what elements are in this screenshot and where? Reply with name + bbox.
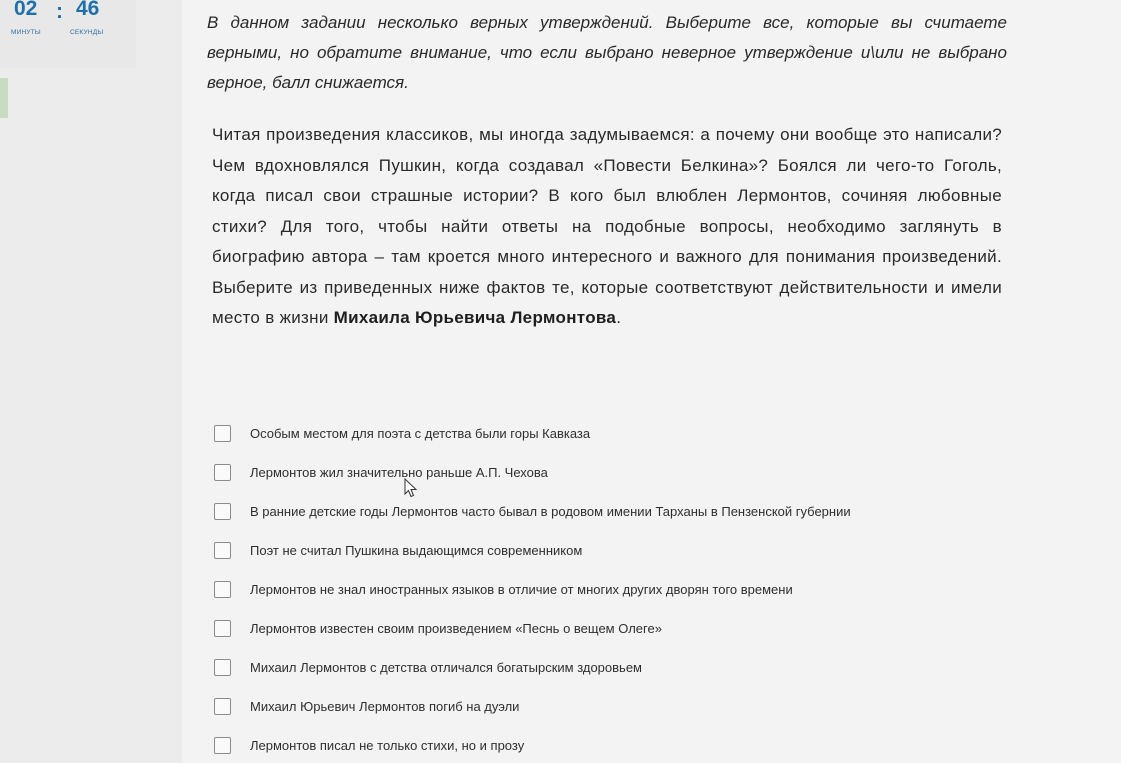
question-body: Читая произведения классиков, мы иногда задумываемся: а почему они вообще это написали? Чем вдохновлялся Пушкин, когда создавал «Повести Белкина»? Боялся ли чего-то Гоголь, когда писал свои страшные истории? В кого был влюблен Лермонтов, сочиняя любовные стихи? Для того, чтобы найти ответы на подобные вопросы, необходимо заглянуть в биографию автора – там кроется много интересного и важного для понимания произведений. Выберите из приведенных ниже фактов те, которые соответствуют действительности и имели место в жизни: [212, 125, 1002, 327]
answer-checkbox[interactable]: [214, 464, 231, 481]
task-instruction: В данном задании несколько верных утверждений. Выберите все, которые вы считаете верными, но обратите внимание, что если выбрано неверное утверждение и\или не выбрано верное, балл снижается.: [207, 13, 1007, 92]
answer-label[interactable]: Михаил Лермонтов с детства отличался богатырским здоровьем: [250, 660, 642, 675]
answer-option[interactable]: [214, 414, 994, 453]
answer-checkbox[interactable]: [214, 659, 231, 676]
sidebar: [0, 0, 182, 763]
answer-checkbox[interactable]: [214, 503, 231, 520]
answer-checkbox[interactable]: [214, 620, 231, 637]
answer-option[interactable]: [214, 648, 994, 687]
answer-label[interactable]: Михаил Юрьевич Лермонтов погиб на дуэли: [250, 699, 520, 714]
answer-checkbox[interactable]: [214, 542, 231, 559]
answer-label[interactable]: Лермонтов писал не только стихи, но и прозу: [250, 738, 525, 753]
answer-checkbox[interactable]: [214, 581, 231, 598]
question-tail: .: [616, 308, 622, 327]
answer-option[interactable]: [214, 492, 994, 531]
answer-label[interactable]: В ранние детские годы Лермонтов часто бывал в родовом имении Тарханы в Пензенской губернии: [250, 504, 851, 519]
timer-minutes: 02: [14, 0, 38, 20]
answer-options: [214, 414, 994, 763]
answer-checkbox[interactable]: [214, 737, 231, 754]
answer-label[interactable]: Лермонтов известен своим произведением «Песнь о вещем Олеге»: [250, 621, 662, 636]
question-text: [212, 120, 1002, 334]
answer-option[interactable]: [214, 687, 994, 726]
answer-label[interactable]: Лермонтов не знал иностранных языков в отличие от многих других дворян того времени: [250, 582, 793, 597]
timer-minutes-label: МИНУТЫ: [11, 29, 41, 36]
question-panel: [182, 0, 1121, 763]
timer-seconds-label: СЕКУНДЫ: [70, 29, 104, 36]
answer-option[interactable]: [214, 453, 994, 492]
answer-label[interactable]: Поэт не считал Пушкина выдающимся современником: [250, 543, 583, 558]
question-bold-name: Михаила Юрьевича Лермонтова: [333, 308, 617, 327]
answer-option[interactable]: [214, 726, 994, 763]
answer-option[interactable]: [214, 531, 994, 570]
answer-option[interactable]: [214, 609, 994, 648]
timer-seconds: 46: [76, 0, 100, 20]
countdown-timer: [0, 0, 136, 68]
mouse-cursor-icon: [404, 478, 418, 498]
answer-checkbox[interactable]: [214, 425, 231, 442]
timer-separator: :: [56, 0, 63, 23]
answer-label[interactable]: Лермонтов жил значительно раньше А.П. Чехова: [250, 465, 548, 480]
answer-option[interactable]: [214, 570, 994, 609]
answer-checkbox[interactable]: [214, 698, 231, 715]
answer-label[interactable]: Особым местом для поэта с детства были горы Кавказа: [250, 426, 591, 441]
question-progress-marker[interactable]: [0, 78, 8, 118]
